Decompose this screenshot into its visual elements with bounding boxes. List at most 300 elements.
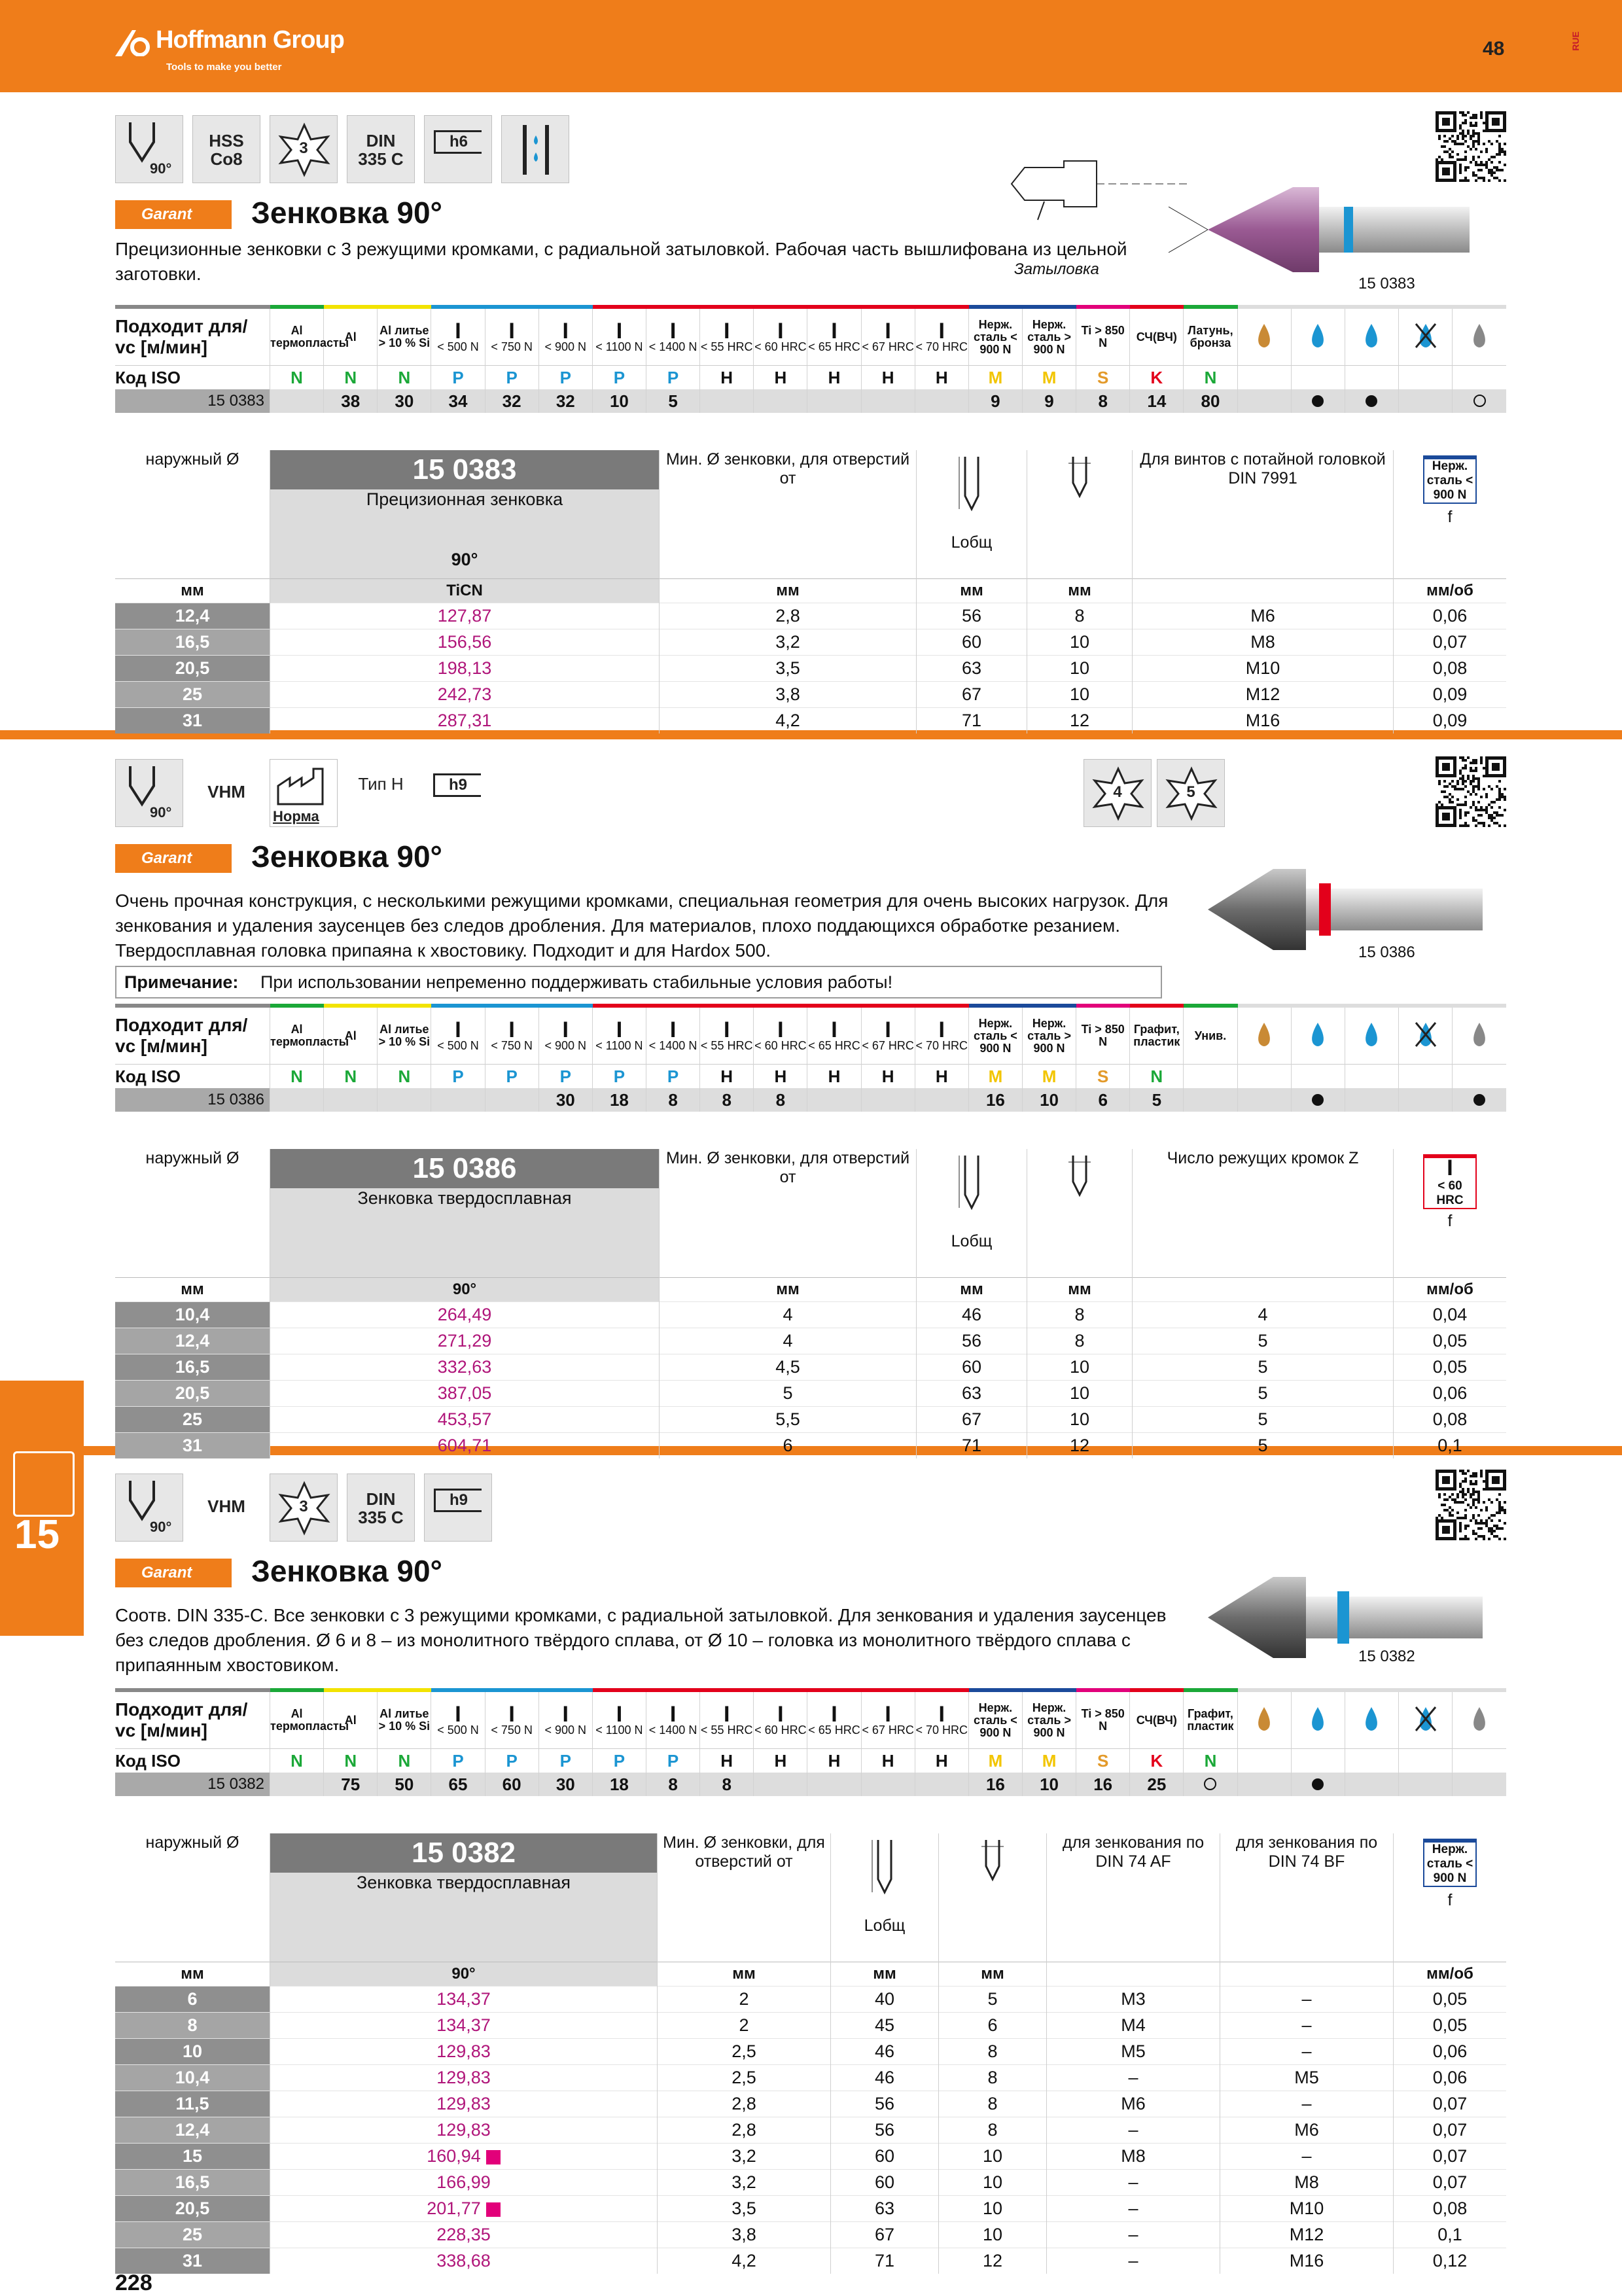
table-row[interactable]: [115, 2196, 1506, 2222]
value-cell: 4,2: [658, 2248, 831, 2274]
table-row[interactable]: [115, 1354, 1506, 1381]
material-table: [115, 1004, 1506, 1112]
page-number: 228: [115, 2270, 152, 2295]
garant-badge: Garant: [115, 1559, 232, 1587]
value-cell: –: [1047, 2248, 1220, 2274]
material-header: I < 750 N: [485, 1006, 538, 1065]
iso-code: M: [1022, 1749, 1076, 1773]
cutting-speed: 32: [485, 389, 538, 413]
material-header: I < 750 N: [485, 307, 538, 366]
outer-diameter-header: наружный Ø: [115, 1833, 270, 1962]
value-cell: 2: [658, 1987, 831, 2013]
chapter-tab: [0, 1381, 84, 1636]
iso-code: H: [754, 1065, 807, 1089]
value-cell: 5: [1133, 1354, 1394, 1381]
outer-diameter-header: наружный Ø: [115, 450, 270, 579]
value-cell: –: [1047, 2170, 1220, 2196]
cutting-speed: [861, 1088, 915, 1112]
material-header: Нерж. сталь < 900 N: [968, 1690, 1022, 1749]
no-coolant-icon: [1398, 1006, 1452, 1065]
iso-code: M: [968, 1065, 1022, 1089]
conditional-marker: [1473, 395, 1486, 407]
cutting-speed: 18: [592, 1773, 646, 1796]
value-cell: 3,2: [658, 2170, 831, 2196]
table-row[interactable]: [115, 2248, 1506, 2274]
value-cell: 5: [939, 1987, 1047, 2013]
iso-code: P: [646, 366, 699, 390]
diameter-cell: 20,5: [115, 1381, 270, 1407]
cutting-speed: [1398, 1773, 1452, 1796]
iso-code: H: [807, 1065, 861, 1089]
unit-mm-rev: мм/об: [1394, 1962, 1507, 1987]
cutting-speed: 9: [968, 389, 1022, 413]
cutting-speed: [1453, 1088, 1506, 1112]
iso-code: P: [431, 366, 485, 390]
iso-label: Код ISO: [115, 1749, 270, 1773]
unit-mm: мм: [1027, 579, 1133, 603]
product-desc-cell: Зенковка твердосплавная: [270, 1873, 658, 1933]
value-cell: 0,04: [1394, 1302, 1507, 1328]
cutting-speed: [1291, 1773, 1345, 1796]
iso-code: H: [700, 1065, 754, 1089]
shank-diagram-icon: [976, 1833, 1009, 1899]
iso-code: P: [538, 1065, 592, 1089]
cutting-speed: [270, 389, 324, 413]
screw-header: Для винтов с потайной головкой DIN 7991: [1133, 450, 1394, 579]
value-cell: –: [1047, 2065, 1220, 2091]
qr-code-icon[interactable]: [1436, 1470, 1506, 1540]
table-row[interactable]: [115, 2117, 1506, 2144]
iso-code: N: [378, 1749, 431, 1773]
shank-diagram-icon: [1063, 1149, 1096, 1214]
value-cell: –: [1047, 2117, 1220, 2144]
value-cell: M5: [1220, 2065, 1394, 2091]
unit-mm-rev: мм/об: [1394, 1278, 1507, 1302]
no-coolant-icon: [1398, 307, 1452, 366]
iso-code: P: [592, 1065, 646, 1089]
unit-mm: мм: [658, 1962, 831, 1987]
price-cell: 453,57: [270, 1407, 660, 1433]
norm-icon: Норма: [270, 759, 338, 827]
iso-code: [1453, 1065, 1506, 1089]
cutting-edges-icon: 3: [270, 1474, 338, 1542]
cutting-speed: 14: [1130, 389, 1184, 413]
cutting-speed: 8: [1076, 389, 1130, 413]
brand-name: Hoffmann Group: [156, 26, 344, 54]
iso-code: M: [1022, 366, 1076, 390]
material-header: I < 60 HRC: [754, 1690, 807, 1749]
price-cell: 332,63: [270, 1354, 660, 1381]
material-header: Нерж. сталь > 900 N: [1022, 307, 1076, 366]
conditional-marker: [1204, 1778, 1216, 1790]
table-row[interactable]: [115, 1381, 1506, 1407]
iso-code: H: [915, 1749, 968, 1773]
value-cell: 10: [1027, 1407, 1133, 1433]
cutting-speed: [485, 1088, 538, 1112]
edges-header: Число режущих кромок Z: [1133, 1149, 1394, 1278]
unit-mm: мм: [939, 1962, 1047, 1987]
suitable-marker: [1366, 395, 1377, 407]
material-header: Нерж. сталь < 900 N: [968, 1006, 1022, 1065]
value-cell: 0,05: [1394, 1328, 1507, 1354]
cutting-speed: [270, 1088, 324, 1112]
angle-cell: 90°: [270, 550, 660, 579]
value-cell: M16: [1133, 708, 1394, 734]
iso-code: N: [378, 1065, 431, 1089]
cutting-speed: 75: [324, 1773, 378, 1796]
value-cell: 6: [660, 1433, 917, 1459]
fits-label: Подходит для/ vc [м/мин]: [115, 1006, 270, 1065]
price-cell: 242,73: [270, 682, 660, 708]
relief-diagram-icon: [998, 141, 1195, 253]
cutting-edges-4-icon: 4: [1084, 759, 1152, 827]
price-cell: 166,99: [270, 2170, 658, 2196]
cutting-speed: 30: [378, 389, 431, 413]
iso-code: [1291, 366, 1345, 390]
value-cell: 0,06: [1394, 2039, 1507, 2065]
material-header: Нерж. сталь > 900 N: [1022, 1006, 1076, 1065]
cutting-speed: 9: [1022, 389, 1076, 413]
qr-code-icon[interactable]: [1436, 111, 1506, 182]
unit-mm: мм: [1027, 1278, 1133, 1302]
material-header: I < 1400 N: [646, 1690, 699, 1749]
cutting-speed: [915, 1088, 968, 1112]
cutting-speed: [754, 1773, 807, 1796]
value-cell: 5: [1133, 1328, 1394, 1354]
material-header: Al термопласты: [270, 1690, 324, 1749]
cutting-speed: [1398, 389, 1452, 413]
value-cell: 0,06: [1394, 603, 1507, 629]
material-header: Al литье > 10 % Si: [378, 1006, 431, 1065]
diameter-cell: 25: [115, 1407, 270, 1433]
iso-code: K: [1130, 1749, 1184, 1773]
unit-mm-rev: мм/об: [1394, 579, 1507, 603]
diameter-cell: 6: [115, 1987, 270, 2013]
value-cell: M5: [1047, 2039, 1220, 2065]
material-header: Графит, пластик: [1184, 1690, 1237, 1749]
iso-code: P: [592, 366, 646, 390]
unit-mm: мм: [115, 1962, 270, 1987]
iso-label: Код ISO: [115, 1065, 270, 1089]
value-cell: 5,5: [660, 1407, 917, 1433]
value-cell: –: [1220, 2013, 1394, 2039]
value-cell: 0,1: [1394, 1433, 1507, 1459]
table-row[interactable]: [115, 1328, 1506, 1354]
table-row[interactable]: [115, 682, 1506, 708]
dry-machining-icon: [1453, 307, 1506, 366]
shank-header: [939, 1833, 1047, 1962]
price-cell: 338,68: [270, 2248, 658, 2274]
material-vhm-icon: VHM: [192, 1474, 260, 1542]
value-cell: 2,8: [658, 2117, 831, 2144]
value-cell: M10: [1133, 656, 1394, 682]
product-image: [1169, 181, 1483, 279]
iso-code: M: [1022, 1065, 1076, 1089]
iso-code: N: [324, 1749, 378, 1773]
table-row[interactable]: [115, 1302, 1506, 1328]
spray-icon: [1345, 307, 1398, 366]
material-hss-icon: HSS Co8: [192, 115, 260, 183]
iso-code: H: [807, 366, 861, 390]
value-cell: 0,06: [1394, 1381, 1507, 1407]
cutting-speed: [270, 1773, 324, 1796]
value-cell: 2,5: [658, 2065, 831, 2091]
feed-header: Нерж. сталь < 900 N f: [1394, 1833, 1507, 1962]
value-cell: 10: [1027, 1381, 1133, 1407]
price-cell: 198,13: [270, 656, 660, 682]
cutting-speed: [1398, 1088, 1452, 1112]
cutting-speed: 50: [378, 1773, 431, 1796]
value-cell: M12: [1220, 2222, 1394, 2248]
diameter-cell: 25: [115, 682, 270, 708]
iso-code: P: [538, 1749, 592, 1773]
cutting-speed: [861, 1773, 915, 1796]
brand-tagline: Tools to make you better: [166, 62, 282, 73]
table-row[interactable]: [115, 2144, 1506, 2170]
material-header: I < 1400 N: [646, 1006, 699, 1065]
new-item-marker: [486, 2150, 501, 2164]
value-cell: 8: [939, 2039, 1047, 2065]
qr-code-icon[interactable]: [1436, 756, 1506, 827]
material-header: I < 65 HRC: [807, 1690, 861, 1749]
iso-code: P: [592, 1749, 646, 1773]
value-cell: M6: [1220, 2117, 1394, 2144]
iso-code: H: [861, 1749, 915, 1773]
diameter-cell: 11,5: [115, 2091, 270, 2117]
table-row[interactable]: [115, 603, 1506, 629]
material-header: I < 1100 N: [592, 307, 646, 366]
value-cell: M12: [1133, 682, 1394, 708]
value-cell: 12: [939, 2248, 1047, 2274]
table-row[interactable]: [115, 2065, 1506, 2091]
material-header: I < 1100 N: [592, 1690, 646, 1749]
article-number-header: 15 0383: [270, 450, 660, 489]
table-row[interactable]: [115, 1987, 1506, 2013]
product-image: [1195, 1572, 1496, 1663]
value-cell: 56: [917, 603, 1027, 629]
dry-machining-icon: [1453, 1690, 1506, 1749]
product-description: Соотв. DIN 335-C. Все зенковки с 3 режущими кромками, с радиальной затыловкой. Для зенкования и удаления заусенцев без следов дробления. Ø 6 и 8 – из монолитного твёрдого сплава, от Ø 10 – головка из монолитного твёрдого сплава с припаянным хвостовиком.: [115, 1605, 1167, 1675]
fluid-drop-icon: [1237, 1690, 1291, 1749]
price-cell: 201,77: [270, 2196, 658, 2222]
shank-tolerance-icon: h9: [424, 759, 492, 827]
material-header: I < 900 N: [538, 307, 592, 366]
iso-code: H: [915, 366, 968, 390]
material-header: Al литье > 10 % Si: [378, 307, 431, 366]
table-row[interactable]: [115, 708, 1506, 734]
table-row[interactable]: [115, 1433, 1506, 1459]
cutting-speed: [324, 1088, 378, 1112]
unit-mm: мм: [831, 1962, 939, 1987]
table-row[interactable]: [115, 2013, 1506, 2039]
cutting-speed: 8: [700, 1773, 754, 1796]
diameter-cell: 10,4: [115, 2065, 270, 2091]
feed-header: I < 60 HRC f: [1394, 1149, 1507, 1278]
value-cell: 3,5: [660, 656, 917, 682]
value-cell: M8: [1133, 629, 1394, 656]
countersink-angle-icon: 90°: [115, 1474, 183, 1542]
cutting-speed: [807, 389, 861, 413]
cutting-edges-icon: 3: [270, 115, 338, 183]
value-cell: 5: [660, 1381, 917, 1407]
suitable-marker: [1473, 1094, 1485, 1106]
value-cell: 10: [939, 2144, 1047, 2170]
article-number-label: 15 0386: [1358, 944, 1415, 961]
product-section-150383: [115, 115, 1506, 730]
unit-mm: мм: [660, 579, 917, 603]
min-diameter-header: Мин. Ø зенковки, для отверстий от: [660, 450, 917, 579]
value-cell: –: [1047, 2222, 1220, 2248]
dry-machining-icon: [1453, 1006, 1506, 1065]
table-row[interactable]: [115, 2091, 1506, 2117]
value-cell: 8: [939, 2065, 1047, 2091]
coolant-drop-icon: [1291, 307, 1345, 366]
cutting-speed: [1291, 389, 1345, 413]
material-header: I < 70 HRC: [915, 1690, 968, 1749]
material-header: I < 750 N: [485, 1690, 538, 1749]
article-label: 15 0383: [115, 389, 270, 413]
cutting-edges-5-icon: 5: [1157, 759, 1225, 827]
value-cell: 40: [831, 1987, 939, 2013]
diameter-cell: 12,4: [115, 2117, 270, 2144]
value-cell: 0,09: [1394, 682, 1507, 708]
unit-mm: мм: [115, 579, 270, 603]
material-header: I < 1100 N: [592, 1006, 646, 1065]
material-table: [115, 305, 1506, 413]
cutting-speed: [1291, 1088, 1345, 1112]
dimension-table: [115, 450, 1506, 733]
material-header: I < 67 HRC: [861, 1006, 915, 1065]
value-cell: 2,8: [660, 603, 917, 629]
material-header: I < 70 HRC: [915, 307, 968, 366]
hoffmann-logo-icon: [115, 30, 150, 56]
article-number-header: 15 0386: [270, 1149, 660, 1188]
iso-code: N: [270, 366, 324, 390]
table-row[interactable]: [115, 2170, 1506, 2196]
diameter-cell: 8: [115, 2013, 270, 2039]
value-cell: M10: [1220, 2196, 1394, 2222]
material-header: Нерж. сталь < 900 N: [968, 307, 1022, 366]
cutting-speed: [431, 1088, 485, 1112]
no-coolant-icon: [1398, 1690, 1452, 1749]
iso-code: P: [485, 366, 538, 390]
iso-code: N: [270, 1065, 324, 1089]
value-cell: 3,8: [660, 682, 917, 708]
diameter-cell: 12,4: [115, 603, 270, 629]
cutting-speed: [754, 389, 807, 413]
value-cell: 56: [917, 1328, 1027, 1354]
cutting-speed: [700, 389, 754, 413]
material-header: Al литье > 10 % Si: [378, 1690, 431, 1749]
min-diameter-header: Мин. Ø зенковки, для отверстий от: [660, 1149, 917, 1278]
diameter-cell: 20,5: [115, 2196, 270, 2222]
cutting-speed: [861, 389, 915, 413]
material-header: I < 65 HRC: [807, 307, 861, 366]
diameter-cell: 10,4: [115, 1302, 270, 1328]
material-header: Al: [324, 1006, 378, 1065]
fits-label: Подходит для/ vc [м/мин]: [115, 1690, 270, 1749]
drill-icon: [13, 1451, 75, 1517]
table-row[interactable]: [115, 629, 1506, 656]
price-cell: 271,29: [270, 1328, 660, 1354]
cutting-speed: 25: [1130, 1773, 1184, 1796]
diameter-cell: 15: [115, 2144, 270, 2170]
iso-code: [1398, 1749, 1452, 1773]
value-cell: 0,08: [1394, 656, 1507, 682]
value-cell: 0,08: [1394, 2196, 1507, 2222]
material-header: Нерж. сталь > 900 N: [1022, 1690, 1076, 1749]
value-cell: 10: [939, 2222, 1047, 2248]
cutting-speed: [1184, 1088, 1237, 1112]
value-cell: 5: [1133, 1433, 1394, 1459]
suitable-marker: [1312, 395, 1324, 407]
unit-mm: мм: [917, 1278, 1027, 1302]
length-diagram-icon: [955, 450, 988, 529]
cutting-speed: 32: [538, 389, 592, 413]
table-row[interactable]: [115, 2222, 1506, 2248]
price-cell: 129,83: [270, 2065, 658, 2091]
iso-code: [1453, 1749, 1506, 1773]
price-cell: 134,37: [270, 1987, 658, 2013]
cutting-speed: 8: [646, 1773, 699, 1796]
value-cell: 0,07: [1394, 2144, 1507, 2170]
product-desc-cell: Зенковка твердосплавная: [270, 1188, 660, 1248]
length-diagram-icon: [955, 1149, 988, 1227]
shank-header: [1027, 1149, 1133, 1278]
product-title: Зенковка 90°: [251, 839, 442, 874]
article-number-header: 15 0382: [270, 1833, 658, 1873]
article-label: 15 0382: [115, 1773, 270, 1796]
value-cell: 5: [1133, 1381, 1394, 1407]
material-header: I < 65 HRC: [807, 1006, 861, 1065]
table-row[interactable]: [115, 1407, 1506, 1433]
value-cell: 60: [917, 629, 1027, 656]
price-cell: 264,49: [270, 1302, 660, 1328]
material-header: I < 900 N: [538, 1690, 592, 1749]
shank-tolerance-icon: h9: [424, 1474, 492, 1542]
diameter-cell: 10: [115, 2039, 270, 2065]
value-cell: 67: [917, 1407, 1027, 1433]
value-cell: M4: [1047, 2013, 1220, 2039]
material-header: I < 55 HRC: [700, 307, 754, 366]
din-standard-icon: DIN 335 C: [347, 1474, 415, 1542]
diameter-cell: 16,5: [115, 1354, 270, 1381]
coolant-icon: [501, 115, 569, 183]
cutting-speed: 6: [1076, 1088, 1130, 1112]
material-header: I < 60 HRC: [754, 1006, 807, 1065]
product-image: [1195, 864, 1496, 955]
value-cell: 46: [831, 2065, 939, 2091]
table-row[interactable]: [115, 656, 1506, 682]
table-row[interactable]: [115, 2039, 1506, 2065]
chapter-number: 15: [14, 1512, 60, 1557]
fluid-drop-icon: [1237, 307, 1291, 366]
value-cell: 3,2: [660, 629, 917, 656]
iso-code: P: [646, 1749, 699, 1773]
outer-diameter-header: наружный Ø: [115, 1149, 270, 1278]
cutting-speed: [1453, 1773, 1506, 1796]
iso-code: [1291, 1065, 1345, 1089]
iso-code: [1237, 366, 1291, 390]
value-cell: –: [1047, 2196, 1220, 2222]
value-cell: 4,5: [660, 1354, 917, 1381]
value-cell: 0,07: [1394, 2117, 1507, 2144]
iso-code: S: [1076, 1749, 1130, 1773]
diameter-cell: 31: [115, 1433, 270, 1459]
din-standard-icon: DIN 335 C: [347, 115, 415, 183]
coolant-drop-icon: [1291, 1690, 1345, 1749]
spray-icon: [1345, 1690, 1398, 1749]
